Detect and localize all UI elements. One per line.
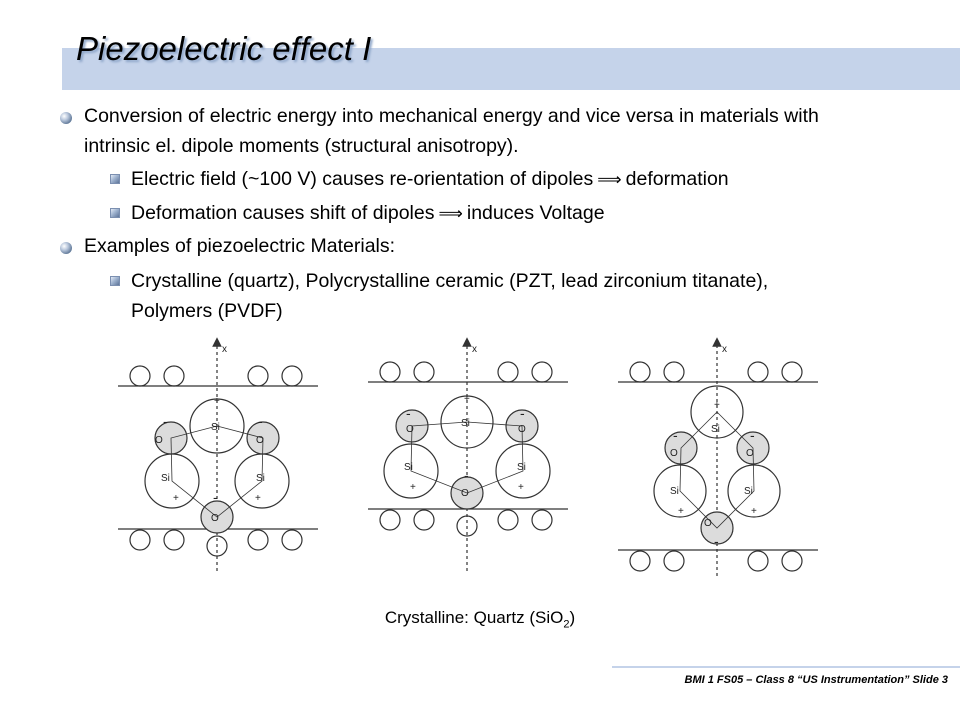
svg-text:Si: Si [670,486,679,497]
svg-text:Si: Si [211,422,220,433]
footer-divider [612,666,960,668]
sub-bullet-icon [110,208,120,218]
svg-text:Si: Si [744,486,753,497]
svg-text:+: + [714,400,720,411]
svg-text:-: - [750,427,755,443]
sub-bullet-icon [110,276,120,286]
svg-text:+: + [410,482,416,493]
svg-text:Si: Si [461,418,470,429]
implies-arrow-icon: ⟹ [597,170,622,190]
svg-text:O: O [704,518,712,529]
svg-text:O: O [670,448,678,459]
svg-text:O: O [746,448,754,459]
svg-text:O: O [461,488,469,499]
svg-text:+: + [173,493,179,504]
svg-text:-: - [163,413,168,429]
sub-bullet-icon [110,174,120,184]
svg-text:+: + [678,506,684,517]
slide-title: Piezoelectric effect I [76,30,372,67]
svg-text:-: - [464,467,469,483]
bullet-1: Conversion of electric energy into mechanical energy and vice versa in materials with intrinsic el. dipole moments (structural anisotropy). [84,105,819,157]
bullet-icon [60,112,72,124]
svg-text:+: + [464,394,470,405]
svg-text:+: + [518,482,524,493]
svg-text:Si: Si [404,462,413,473]
svg-text:-: - [673,427,678,443]
svg-text:O: O [518,424,526,435]
svg-text:Si: Si [161,473,170,484]
svg-text:O: O [406,424,414,435]
svg-text:x: x [222,344,227,355]
svg-text:-: - [213,489,218,505]
quartz-panel-neutral [118,342,318,571]
quartz-panel-compressed [368,342,568,571]
svg-text:-: - [406,405,411,421]
sub-bullet-1-2: Deformation causes shift of dipoles ⟹ induces Voltage [131,202,605,224]
svg-text:O: O [256,435,264,446]
svg-text:+: + [751,506,757,517]
slide-footer: BMI 1 FS05 – Class 8 “US Instrumentation” Slide 3 [684,674,948,686]
svg-text:-: - [520,405,525,421]
svg-text:x: x [472,344,477,355]
svg-text:x: x [722,344,727,355]
svg-text:-: - [714,533,719,549]
quartz-diagrams [118,336,818,586]
bullet-icon [60,242,72,254]
sub-bullet-2-1: Crystalline (quartz), Polycrystalline ceramic (PZT, lead zirconium titanate), Polymers (PVDF) [131,270,769,322]
svg-text:Si: Si [711,424,720,435]
svg-text:-: - [258,413,263,429]
svg-text:Si: Si [256,473,265,484]
svg-text:O: O [211,513,219,524]
figure-caption: Crystalline: Quartz (SiO$_2$) [384,608,576,631]
bullet-2: Examples of piezoelectric Materials: [84,235,396,257]
svg-text:O: O [155,435,163,446]
quartz-dipole-figure [118,336,818,591]
svg-text:Si: Si [517,462,526,473]
sub-bullet-1-1: Electric field (~100 V) causes re-orientation of dipoles ⟹ deformation [131,168,729,190]
implies-arrow-icon: ⟹ [438,204,463,224]
svg-text:+: + [255,493,261,504]
svg-text:+: + [214,396,220,407]
